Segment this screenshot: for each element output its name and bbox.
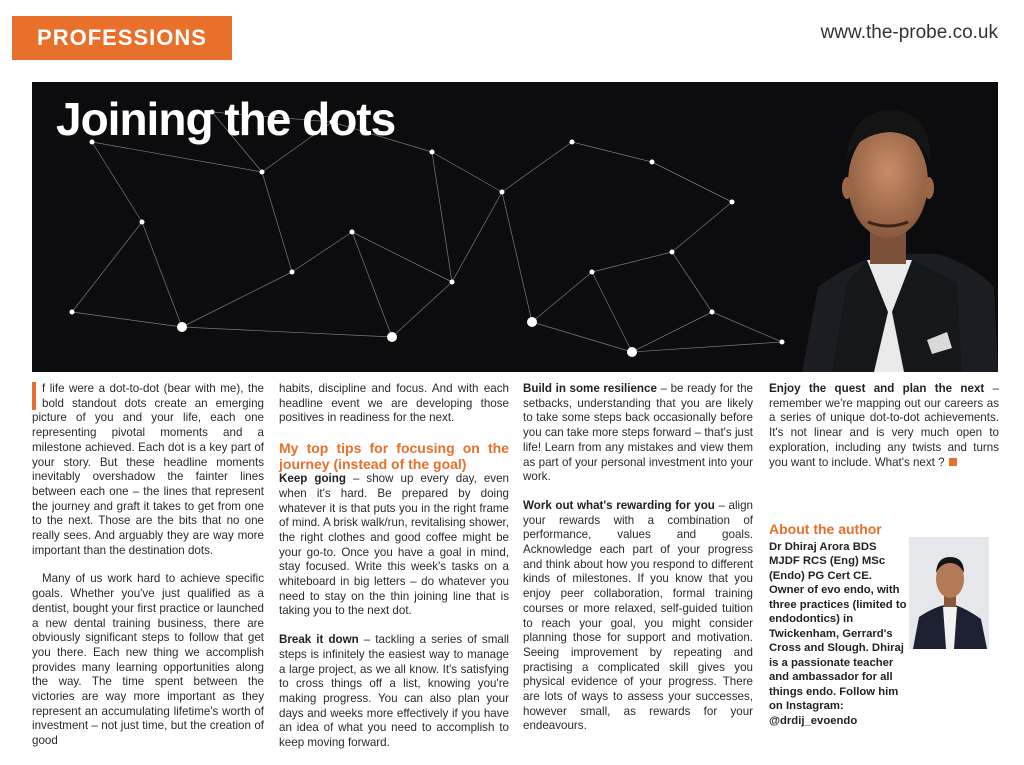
website-url[interactable]: www.the-probe.co.uk [820, 22, 998, 43]
tip-break-down-lead: Break it down [279, 633, 359, 647]
headline: Joining the dots [56, 93, 396, 145]
tip-keep-going-text: – show up every day, even when it's hard. Be prepared by doing whatever it is that puts you in the right frame of mind. A brisk walk/run, revitalising shower, the right clothes and good coffee might be your go-to. Once you have a goal in mind, stay focused. Write this week's tasks on a whiteboard in big letters – do whatever you need to stay on the thin joining line that is taking you to the next dot. [279, 472, 509, 618]
tips-heading: My top tips for focusing on the journey (instead of the goal) [279, 440, 509, 473]
author-bio: Dr Dhiraj Arora BDS MJDF RCS (Eng) MSc (Endo) PG Cert CE. Owner of evo endo, with three practices (limited to endodontics) in Twickenham, Gerrard's Cross and Slough. Dhiraj is a passionate teacher and ambassador for all things endo. Follow him on Instagram: @drdij_evoendo [769, 540, 907, 727]
tip-rewarding-text: – align your rewards with a combination of performance, values and goals. Acknowledge each part of your progress and think about how you respond to different kinds of milestones. If you know that you enjoy peer collaboration, formal training courses or more relaxed, self-guided tuition to reach your goal, you might consider planning those for support and motivation. Seeing improvement by repeating and practising a complicated skill gives you physical evidence of your progress. There are lots of ways to assess your successes, however small, as rewards for your endeavours. [523, 498, 753, 733]
tip-quest-lead: Enjoy the quest and plan the next [769, 382, 985, 395]
author-heading: About the author [769, 521, 882, 538]
tip-break-down-text: – tackling a series of small steps is infinitely the easiest way to manage a large project, as we all know. It's satisfying to cross things off a list, knowing you're making progress. You can also plan your days and weeks more effectively if you have an idea of what you need to accomplish to keep moving forward. [279, 633, 509, 750]
intro-paragraph: f life were a dot-to-dot (bear with me), the bold standout dots create an emerging picture of you and your life, each one representing pivotal moments and a milestone achieved. Each dot is a key part of your story. But these headline moments inevitably overshadow the fainter lines between each one – the lines that represent the journey and graft it takes to get from one to the next. Those are the bits that no one really sees. And arguably they are way more important than the destination dots. [32, 382, 264, 557]
column-4 [769, 382, 999, 728]
paragraph-2: Many of us work hard to achieve specific goals. Whether you've just qualified as a dentist, bought your first practice or launched a new dental training business, there are obviously significant steps to follow that get you there. Each new thing we accomplish provides many learning opportunities along the way. The time spent between the victories are way more important as they represent an accumulating lifetime's worth of investment – not just time, but the creation of good [32, 572, 264, 748]
tip-rewarding-lead: Work out what's rewarding for you [523, 498, 715, 512]
end-mark [949, 458, 957, 466]
paragraph-3: habits, discipline and focus. And with each headline event we are developing those positives in readiness for the next. [279, 382, 509, 425]
tip-resilience-lead: Build in some resilience [523, 382, 657, 395]
tip-keep-going-lead: Keep going [279, 472, 346, 486]
column-2 [279, 382, 509, 765]
dropcap-bar [32, 382, 36, 410]
hero-banner [32, 82, 998, 372]
tip-quest-text: – remember we're mapping out our careers as a series of unique dot-to-dot achievements. It's not linear and is very much open to exploration, including any twists and turns you want to include. What's next ? [769, 382, 999, 469]
section-tag: PROFESSIONS [12, 16, 232, 60]
article-body [32, 382, 998, 752]
tip-resilience-text: – be ready for the setbacks, understanding that you are likely to take some steps back occasionally before you can take more steps forward – that's just life! Learn from any mistakes and view them as part of your personal investment into your work. [523, 382, 753, 484]
author-photo [909, 537, 989, 649]
column-3 [523, 382, 753, 748]
column-1 [32, 382, 264, 763]
